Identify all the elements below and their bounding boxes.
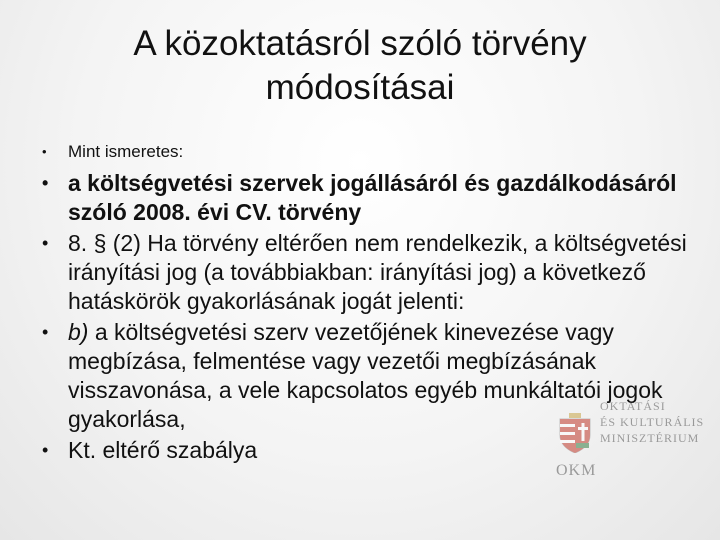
item-text: a költségvetési szerv vezetőjének kinevezése vagy megbízása, felmentése vagy vezetői megbízásának visszavonása, a vele kapcsolatos egyéb munkáltatói jogok gyakorlása, [68, 319, 663, 432]
ministry-name-line-1: OKTATÁSI [600, 399, 666, 413]
bullet-icon: • [42, 144, 47, 159]
item-text: 8. § (2) Ha törvény eltérően nem rendelkezik, a költségvetési irányítási jog (a továbbiakban: irányítási jog) a következő hatáskörök gyakorlásának jogát jelenti: [68, 230, 687, 314]
bullet-icon: • [42, 322, 49, 342]
ministry-logo [550, 395, 710, 495]
bullet-icon: • [42, 440, 49, 460]
bullet-icon: • [42, 233, 49, 253]
item-prefix: b) [68, 319, 89, 345]
title-line-2: módosításai [265, 68, 455, 107]
list-item [30, 229, 700, 316]
coat-of-arms-icon [558, 413, 592, 453]
ministry-name-line-3: MINISZTÉRIUM [600, 431, 700, 445]
list-item [30, 140, 700, 164]
item-text: Mint ismeretes: [68, 142, 184, 161]
item-text: a költségvetési szervek jogállásáról és gazdálkodásáról szóló 2008. évi CV. törvény [68, 170, 677, 225]
ministry-abbreviation: OKM [556, 462, 597, 479]
title-line-1: A közoktatásról szóló törvény [133, 24, 587, 63]
list-item [30, 169, 700, 227]
ministry-name-line-2: ÉS KULTURÁLIS [600, 415, 705, 429]
bullet-icon: • [42, 173, 49, 193]
slide-title [60, 22, 660, 110]
item-text: Kt. eltérő szabálya [68, 437, 258, 463]
